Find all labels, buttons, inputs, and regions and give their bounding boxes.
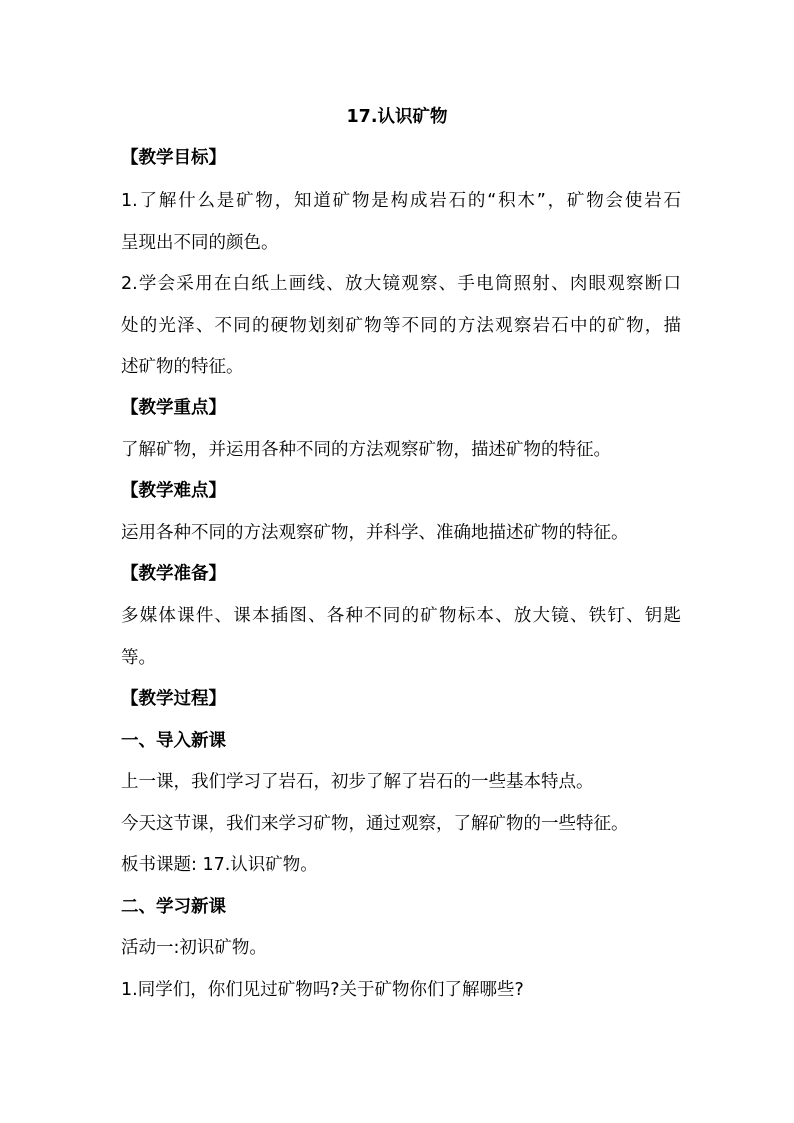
section-heading-key-points: 【教学重点】 xyxy=(121,398,226,418)
paragraph-line: 板书课题: 17.认识矿物。 xyxy=(121,855,318,875)
document-title: 17.认识矿物 xyxy=(346,107,448,127)
section-heading-difficulties: 【教学难点】 xyxy=(121,481,226,501)
paragraph-line: 今天这节课，我们来学习矿物，通过观察，了解矿物的一些特征。 xyxy=(121,814,629,834)
paragraph-line: 等。 xyxy=(121,648,156,668)
section-heading-process: 【教学过程】 xyxy=(121,689,226,709)
section-heading-preparation: 【教学准备】 xyxy=(121,564,226,584)
paragraph-line: 多媒体课件、课本插图、各种不同的矿物标本、放大镜、铁钉、钥匙 xyxy=(121,606,681,626)
paragraph-line: 运用各种不同的方法观察矿物，并科学、准确地描述矿物的特征。 xyxy=(121,523,629,543)
section-heading-objectives: 【教学目标】 xyxy=(121,148,226,168)
subsection-heading-new-lesson: 二、学习新课 xyxy=(121,897,226,917)
paragraph-line: 处的光泽、不同的硬物划刻矿物等不同的方法观察岩石中的矿物，描 xyxy=(121,316,681,336)
subsection-heading-intro: 一、导入新课 xyxy=(121,731,226,751)
paragraph-line: 1.了解什么是矿物，知道矿物是构成岩石的“积木”，矿物会使岩石 xyxy=(121,191,681,211)
paragraph-line: 2.学会采用在白纸上画线、放大镜观察、手电筒照射、肉眼观察断口 xyxy=(121,274,681,294)
paragraph-line: 呈现出不同的颜色。 xyxy=(121,233,279,253)
paragraph-line: 了解矿物，并运用各种不同的方法观察矿物，描述矿物的特征。 xyxy=(121,440,611,460)
paragraph-line: 1.同学们，你们见过矿物吗?关于矿物你们了解哪些? xyxy=(121,980,524,1000)
paragraph-line: 上一课，我们学习了岩石，初步了解了岩石的一些基本特点。 xyxy=(121,772,594,792)
paragraph-line: 述矿物的特征。 xyxy=(121,357,244,377)
paragraph-line: 活动一:初识矿物。 xyxy=(121,938,267,958)
